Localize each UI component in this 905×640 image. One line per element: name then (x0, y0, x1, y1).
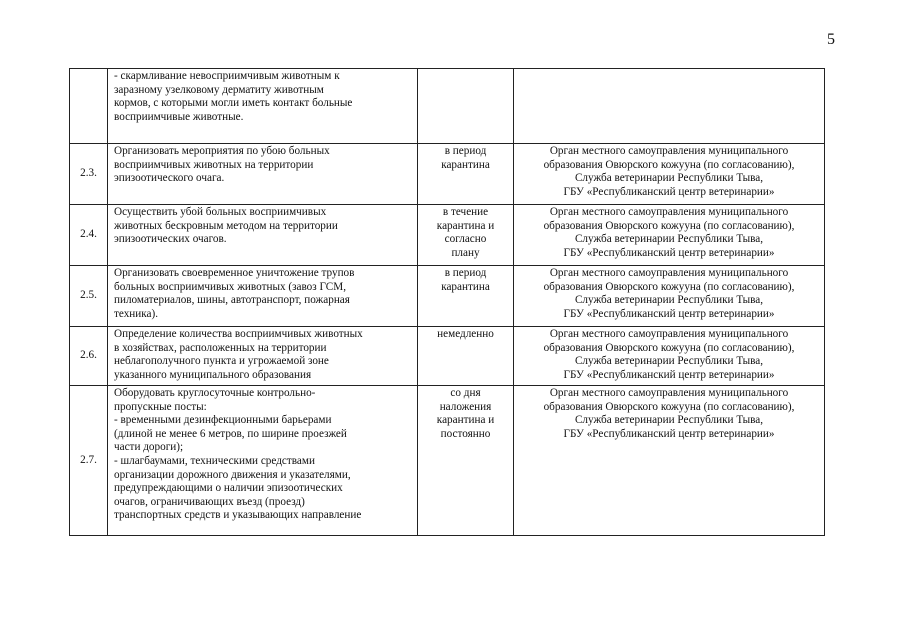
row-number: 2.7. (70, 386, 108, 536)
term-cell-line: со дня (450, 387, 481, 399)
measure-cell-line: Осуществить убой больных восприимчивых (114, 206, 327, 218)
responsible-cell-line: Служба ветеринарии Республики Тыва, (574, 233, 764, 246)
measure-cell-line: части дороги); (114, 441, 184, 454)
measure-cell-line: транспортных средств и указывающих направление (114, 509, 362, 522)
responsible-cell (514, 386, 825, 536)
responsible-cell-line: Служба ветеринарии Республики Тыва, (574, 355, 764, 368)
responsible-cell-line: ГБУ «Республиканский центр ветеринарии» (563, 307, 775, 320)
table-row (70, 205, 825, 266)
measure-cell (108, 205, 418, 266)
measure-cell-line: заразному узелковому дерматиту животным (114, 83, 324, 96)
term-cell-line: в течение (442, 206, 489, 218)
responsible-cell-line: ГБУ «Республиканский центр ветеринарии» (563, 246, 775, 259)
responsible-cell-line: Орган местного самоуправления муниципального (549, 328, 789, 340)
measure-cell-line: организации дорожного движения и указателями, (114, 468, 351, 481)
page-number: 5 (827, 31, 835, 48)
responsible-cell (514, 327, 825, 386)
responsible-cell-line: образования Овюрского кожууна (по согласованию), (543, 341, 795, 354)
term-cell-line: в период (444, 145, 487, 157)
measure-cell-line: Оборудовать круглосуточные контрольно- (114, 387, 316, 399)
responsible-cell-line: образования Овюрского кожууна (по согласованию), (543, 280, 795, 293)
table-row (70, 327, 825, 386)
measure-cell (108, 327, 418, 386)
responsible-cell-line: ГБУ «Республиканский центр ветеринарии» (563, 368, 775, 381)
measure-cell-line: восприимчивые животные. (114, 110, 244, 123)
term-cell-line: в период (444, 267, 487, 279)
measure-cell-line: - скармливание невосприимчивым животным к (114, 70, 340, 82)
measure-cell-line: Организовать мероприятия по убою больных (114, 145, 330, 157)
term-cell (418, 386, 514, 536)
measure-cell-line: неблагополучного пункта и угрожаемой зоне (114, 355, 329, 368)
term-cell (418, 69, 514, 144)
responsible-cell-line: Служба ветеринарии Республики Тыва, (574, 294, 764, 307)
responsible-cell (514, 144, 825, 205)
term-cell-line: карантина (441, 158, 490, 171)
measure-cell-line: эпизоотических очагов. (114, 233, 227, 246)
term-cell-line: плану (451, 246, 480, 259)
measure-cell-line: Определение количества восприимчивых животных (114, 328, 363, 340)
measure-cell (108, 266, 418, 327)
measure-cell-line: очагов, ограничивающих въезд (проезд) (114, 495, 305, 508)
term-cell-line: карантина (441, 280, 490, 293)
measure-cell-line: восприимчивых животных на территории (114, 158, 314, 171)
term-cell (418, 327, 514, 386)
responsible-cell-line: Орган местного самоуправления муниципального (549, 387, 789, 399)
row-number: 2.5. (70, 266, 108, 327)
measure-cell-line: кормов, с которыми могли иметь контакт больные (114, 97, 353, 110)
measure-cell-line: больных восприимчивых животных (завоз ГСМ, (114, 280, 347, 293)
responsible-cell-line: Орган местного самоуправления муниципального (549, 206, 789, 218)
responsible-cell-line: образования Овюрского кожууна (по согласованию), (543, 219, 795, 232)
responsible-cell-line: Служба ветеринарии Республики Тыва, (574, 172, 764, 185)
responsible-cell-line: ГБУ «Республиканский центр ветеринарии» (563, 185, 775, 198)
responsible-cell-line: ГБУ «Республиканский центр ветеринарии» (563, 427, 775, 440)
measure-cell-line: пропускные посты: (114, 400, 207, 413)
responsible-cell (514, 266, 825, 327)
responsible-cell (514, 205, 825, 266)
row-number (70, 69, 108, 144)
term-cell-line: согласно (444, 233, 487, 246)
table-row (70, 144, 825, 205)
table-row (70, 266, 825, 327)
measure-cell-line: животных бескровным методом на территории (114, 219, 338, 232)
measure-cell-line: - шлагбаумами, техническими средствами (114, 454, 315, 467)
measure-cell (108, 144, 418, 205)
measure-cell-line: Организовать своевременное уничтожение трупов (114, 267, 355, 279)
measure-cell-line: эпизоотического очага. (114, 172, 225, 185)
measure-cell-line: в хозяйствах, расположенных на территории (114, 341, 327, 354)
table-row (70, 386, 825, 536)
responsible-cell-line: образования Овюрского кожууна (по согласованию), (543, 158, 795, 171)
term-cell-line: карантина и (436, 414, 495, 427)
responsible-cell-line: Орган местного самоуправления муниципального (549, 145, 789, 157)
measures-table (69, 68, 825, 536)
measure-cell-line: предупреждающими о наличии эпизоотических (114, 482, 343, 495)
table-row (70, 69, 825, 144)
responsible-cell (514, 69, 825, 144)
row-number: 2.3. (70, 144, 108, 205)
term-cell-line: карантина и (436, 219, 495, 232)
responsible-cell-line: образования Овюрского кожууна (по согласованию), (543, 400, 795, 413)
measure-cell (108, 386, 418, 536)
term-cell-line: немедленно (437, 328, 494, 340)
measure-cell-line: - временными дезинфекционными барьерами (114, 414, 332, 427)
measure-cell-line: пиломатериалов, шины, автотранспорт, пожарная (114, 294, 350, 307)
term-cell (418, 144, 514, 205)
term-cell (418, 266, 514, 327)
measure-cell-line: указанного муниципального образования (114, 368, 312, 381)
row-number: 2.6. (70, 327, 108, 386)
term-cell-line: наложения (439, 400, 492, 413)
term-cell-line: постоянно (440, 427, 491, 440)
measure-cell-line: техника). (114, 307, 159, 320)
term-cell (418, 205, 514, 266)
row-number: 2.4. (70, 205, 108, 266)
measure-cell (108, 69, 418, 144)
responsible-cell-line: Служба ветеринарии Республики Тыва, (574, 414, 764, 427)
responsible-cell-line: Орган местного самоуправления муниципального (549, 267, 789, 279)
measure-cell-line: (длиной не менее 6 метров, по ширине проезжей (114, 427, 347, 440)
